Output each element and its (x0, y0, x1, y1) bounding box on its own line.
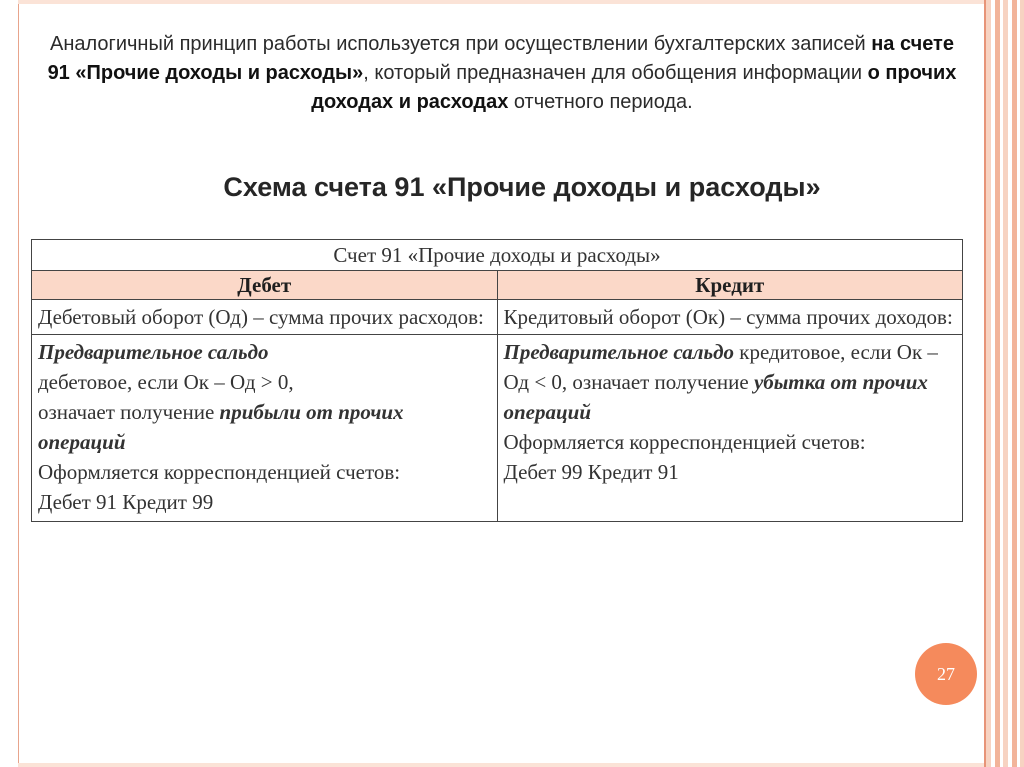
credit-balance-entry: Дебет 99 Кредит 91 (503, 460, 679, 484)
debit-balance-title: Предварительное сальдо (38, 340, 269, 364)
balance-row (32, 335, 963, 522)
intro-bold-subject: о прочих доходах и расходах (311, 62, 957, 113)
slide-frame-top (18, 0, 984, 4)
credit-balance-emph: убытка от прочих операций (503, 370, 928, 424)
intro-text-3: отчетного периода. (508, 91, 693, 113)
credit-balance-cell (497, 335, 963, 522)
debit-balance-correspondence: Оформляется корреспонденцией счетов: (38, 460, 401, 484)
intro-text-1: Аналогичный принцип работы используется при осуществлении бухгалтерских записей (50, 33, 872, 55)
debit-balance-meaning: означает получение (38, 400, 220, 424)
table-title-cell: Счет 91 «Прочие доходы и расходы» (32, 240, 963, 271)
intro-paragraph (40, 30, 964, 117)
turnover-row (32, 300, 963, 335)
slide-frame-left (0, 0, 19, 767)
credit-header: Кредит (497, 271, 963, 300)
debit-balance-entry: Дебет 91 Кредит 99 (38, 490, 214, 514)
debit-balance-condition: дебетовое, если Ок – Од > 0, (38, 370, 294, 394)
account-scheme-table (31, 239, 963, 522)
scheme-heading: Схема счета 91 «Прочие доходы и расходы» (223, 172, 821, 202)
credit-balance-title: Предварительное сальдо (503, 340, 734, 364)
table-title-row (32, 240, 963, 271)
debit-header: Дебет (32, 271, 498, 300)
slide-frame-bottom (18, 763, 984, 767)
debit-balance-emph: прибыли от прочих операций (38, 400, 404, 454)
intro-text-2: , который предназначен для обобщения информации (363, 62, 868, 84)
credit-balance-correspondence: Оформляется корреспонденцией счетов: (503, 430, 866, 454)
credit-turnover-cell: Кредитовый оборот (Ок) – сумма прочих доходов: (497, 300, 963, 335)
intro-bold-account: на счете 91 «Прочие доходы и расходы» (47, 33, 954, 84)
debit-turnover-cell: Дебетовый оборот (Од) – сумма прочих расходов: (32, 300, 498, 335)
slide-frame-right-stripes (984, 0, 1024, 767)
page-number-badge: 27 (915, 643, 977, 705)
debit-balance-cell (32, 335, 498, 522)
credit-balance-condition: кредитовое, если Ок – Од < 0, означает получение (503, 340, 938, 394)
table-header-row (32, 271, 963, 300)
